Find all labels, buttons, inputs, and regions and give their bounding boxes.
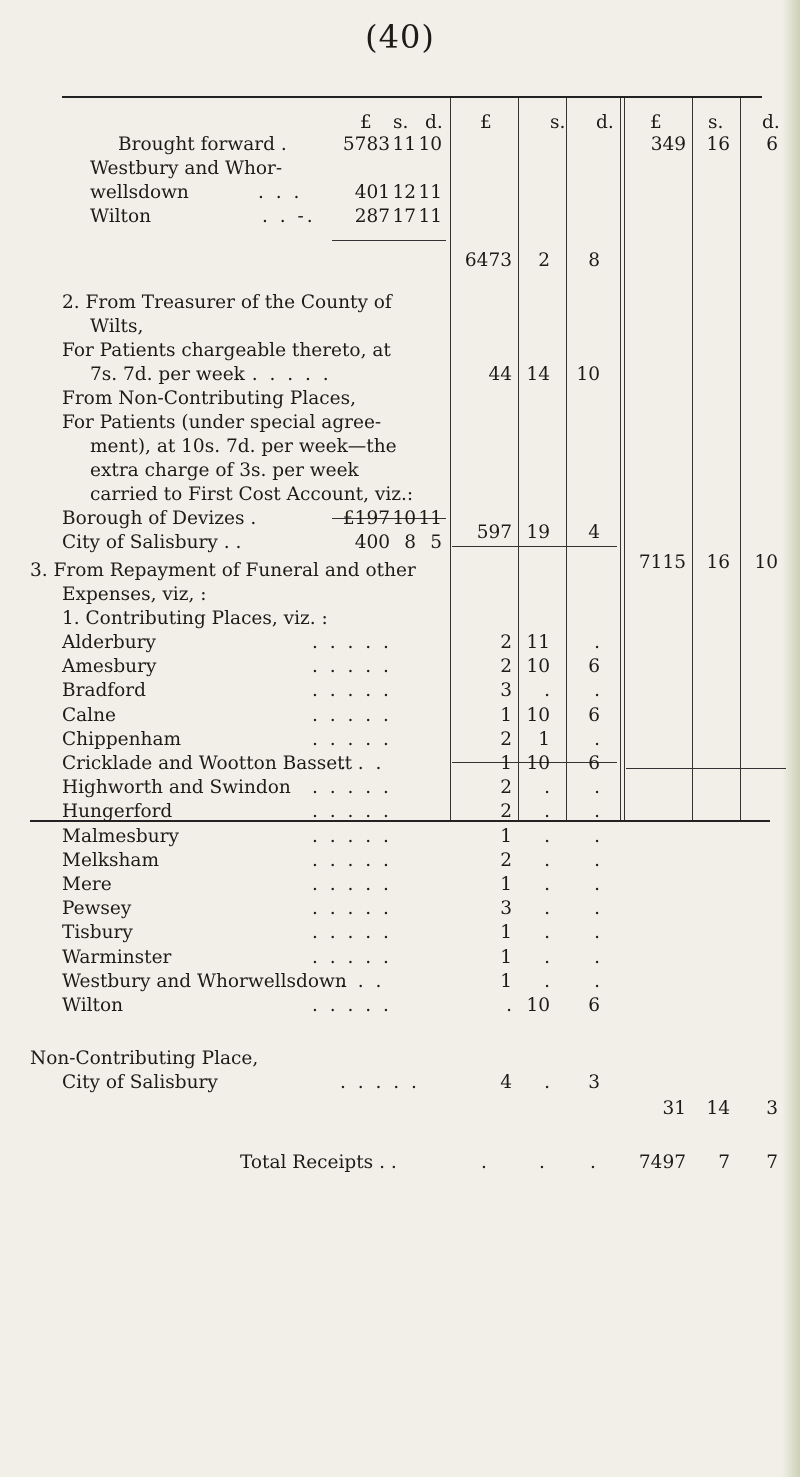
row-shillings: 1 bbox=[538, 729, 550, 750]
row-shillings: . bbox=[544, 898, 550, 919]
header-col3-pounds: £ bbox=[650, 112, 662, 133]
row-pence: . bbox=[594, 922, 600, 943]
section1-total-pence: 8 bbox=[588, 250, 600, 271]
section2-line: ment), at 10s. 7d. per week—the bbox=[90, 436, 397, 457]
column-rule bbox=[740, 98, 741, 820]
row-pence: . bbox=[594, 729, 600, 750]
section2-heading: 2. From Treasurer of the County of bbox=[62, 292, 392, 313]
column-total-rule bbox=[452, 546, 617, 547]
top-rule bbox=[62, 96, 762, 98]
row-pence: . bbox=[594, 632, 600, 653]
row-leader: . . . . . bbox=[312, 898, 392, 919]
row-pounds: 1 bbox=[500, 753, 512, 774]
section2-outer-pence: 10 bbox=[754, 552, 778, 573]
section2-line: 7s. 7d. per week bbox=[90, 364, 245, 385]
brought-forward-label: Brought forward . bbox=[118, 134, 287, 155]
row-label: Warminster bbox=[62, 947, 172, 968]
row-pence: . bbox=[594, 874, 600, 895]
row-label: Melksham bbox=[62, 850, 159, 871]
row-label: Amesbury bbox=[62, 656, 157, 677]
section2-weekly-shillings: 14 bbox=[526, 364, 550, 385]
row-pence: 6 bbox=[588, 753, 600, 774]
row-pounds: 1 bbox=[500, 826, 512, 847]
section2-subtotal-pounds: 597 bbox=[476, 522, 512, 543]
brought-forward-shillings: 11 bbox=[392, 134, 416, 155]
total-receipts-pence: 7 bbox=[766, 1152, 778, 1173]
section2-line: extra charge of 3s. per week bbox=[90, 460, 359, 481]
brought-forward-pence: 10 bbox=[418, 134, 442, 155]
section3-outer-pounds: 31 bbox=[662, 1098, 686, 1119]
row-shillings: . bbox=[544, 922, 550, 943]
row-pounds: . bbox=[506, 995, 512, 1016]
row-shillings: . bbox=[544, 850, 550, 871]
outer-pence: 6 bbox=[766, 134, 778, 155]
column-rule bbox=[624, 98, 625, 820]
row-shillings: . bbox=[544, 826, 550, 847]
section2-outer-shillings: 16 bbox=[706, 552, 730, 573]
section3-outer-shillings: 14 bbox=[706, 1098, 730, 1119]
row-pence: 6 bbox=[588, 995, 600, 1016]
row-pence: 6 bbox=[588, 656, 600, 677]
section2-subtotal-shillings: 19 bbox=[526, 522, 550, 543]
salisbury-pounds: 400 bbox=[354, 532, 390, 553]
column-rule bbox=[620, 98, 621, 820]
row-label: Highworth and Swindon bbox=[62, 777, 291, 798]
row-pounds: 2 bbox=[500, 850, 512, 871]
devizes-pence: 11 bbox=[418, 508, 442, 529]
section2-line: For Patients chargeable thereto, at bbox=[62, 340, 391, 361]
section3-heading-2: Expenses, viz, : bbox=[62, 584, 207, 605]
row-label: Alderbury bbox=[62, 632, 156, 653]
row-label: Chippenham bbox=[62, 729, 182, 750]
row-leader: . . . bbox=[340, 753, 385, 774]
row-pounds: 1 bbox=[500, 922, 512, 943]
section1-total-shillings: 2 bbox=[538, 250, 550, 271]
section2-line: carried to First Cost Account, viz.: bbox=[90, 484, 414, 505]
total-receipts-pounds: 7497 bbox=[638, 1152, 686, 1173]
total-mid-shillings: . bbox=[539, 1152, 545, 1173]
column-rule bbox=[450, 98, 451, 820]
row-leader: . . . . . bbox=[312, 826, 392, 847]
devizes-label: Borough of Devizes . bbox=[62, 508, 257, 529]
row-leader: . . . . . bbox=[312, 729, 392, 750]
section2-subtotal-pence: 4 bbox=[588, 522, 600, 543]
noncontrib-salisbury-shillings: . bbox=[544, 1072, 550, 1093]
total-receipts-shillings: 7 bbox=[718, 1152, 730, 1173]
wilton-leader: . . -. bbox=[262, 206, 316, 227]
row-shillings: . bbox=[544, 947, 550, 968]
page-number: (40) bbox=[365, 18, 435, 56]
header-col2-pounds: £ bbox=[480, 112, 492, 133]
row-leader: . . . . . bbox=[312, 656, 392, 677]
row-pounds: 1 bbox=[500, 947, 512, 968]
noncontrib-salisbury-leader: . . . . . bbox=[340, 1072, 420, 1093]
outer-pounds: 349 bbox=[650, 134, 686, 155]
row-leader: . . . . . bbox=[312, 995, 392, 1016]
row-pence: 6 bbox=[588, 705, 600, 726]
total-receipts-label: Total Receipts . . bbox=[240, 1152, 397, 1173]
row-pounds: 2 bbox=[500, 729, 512, 750]
row-label: Tisbury bbox=[62, 922, 133, 943]
westbury-shillings: 12 bbox=[392, 182, 416, 203]
noncontrib-salisbury-label: City of Salisbury bbox=[62, 1072, 218, 1093]
row-leader: . . . . . bbox=[312, 947, 392, 968]
column-rule bbox=[566, 98, 567, 820]
noncontrib-salisbury-pence: 3 bbox=[588, 1072, 600, 1093]
row-leader: . . . . . bbox=[312, 632, 392, 653]
devizes-pounds: £197 bbox=[342, 508, 390, 529]
row-label: Hungerford bbox=[62, 801, 173, 822]
section2-weekly-pence: 10 bbox=[576, 364, 600, 385]
header-sub-shillings: s. bbox=[393, 112, 409, 133]
row-pounds: 3 bbox=[500, 898, 512, 919]
section3-outer-pence: 3 bbox=[766, 1098, 778, 1119]
row-pounds: 1 bbox=[500, 705, 512, 726]
section2-line: For Patients (under special agree- bbox=[62, 412, 382, 433]
row-pence: . bbox=[594, 850, 600, 871]
column-rule bbox=[692, 98, 693, 820]
wilton-shillings: 17 bbox=[392, 206, 416, 227]
row-pounds: 2 bbox=[500, 777, 512, 798]
wilton-pounds: 287 bbox=[354, 206, 390, 227]
westbury-leader: . . . bbox=[258, 182, 303, 203]
section3-heading: 3. From Repayment of Funeral and other bbox=[30, 560, 416, 581]
row-shillings: 11 bbox=[526, 632, 550, 653]
row-pounds: 2 bbox=[500, 632, 512, 653]
row-leader: . . . . . bbox=[312, 680, 392, 701]
wilton-label: Wilton bbox=[90, 206, 152, 227]
row-pence: . bbox=[594, 680, 600, 701]
row-pence: . bbox=[594, 947, 600, 968]
header-sub-pence: d. bbox=[425, 112, 443, 133]
row-shillings: 10 bbox=[526, 705, 550, 726]
westbury-label-2: wellsdown bbox=[90, 182, 189, 203]
row-shillings: . bbox=[544, 680, 550, 701]
section2-line: From Non-Contributing Places, bbox=[62, 388, 356, 409]
row-shillings: 10 bbox=[526, 753, 550, 774]
row-leader: . . . . . bbox=[312, 922, 392, 943]
row-shillings: 10 bbox=[526, 656, 550, 677]
subtotal-rule bbox=[332, 240, 446, 241]
row-label: Westbury and Whorwellsdown bbox=[62, 971, 347, 992]
section2-weekly-pounds: 44 bbox=[488, 364, 512, 385]
outer-shillings: 16 bbox=[706, 134, 730, 155]
section2-outer-pounds: 7115 bbox=[638, 552, 686, 573]
row-pounds: 3 bbox=[500, 680, 512, 701]
row-pounds: 2 bbox=[500, 801, 512, 822]
row-leader: . . . . . bbox=[312, 705, 392, 726]
row-shillings: 10 bbox=[526, 995, 550, 1016]
row-label: Calne bbox=[62, 705, 116, 726]
row-shillings: . bbox=[544, 801, 550, 822]
header-col2-shillings: s. bbox=[550, 112, 566, 133]
row-leader: . . . . . bbox=[312, 850, 392, 871]
section2-heading-2: Wilts, bbox=[90, 316, 144, 337]
row-shillings: . bbox=[544, 874, 550, 895]
total-mid-pounds: . bbox=[481, 1152, 487, 1173]
page-edge-stain bbox=[782, 0, 800, 1477]
column-rule bbox=[518, 98, 519, 820]
row-pounds: 2 bbox=[500, 656, 512, 677]
section3-subheading: 1. Contributing Places, viz. : bbox=[62, 608, 328, 629]
row-pounds: 1 bbox=[500, 874, 512, 895]
westbury-pence: 11 bbox=[418, 182, 442, 203]
row-pence: . bbox=[594, 777, 600, 798]
row-label: Bradford bbox=[62, 680, 146, 701]
salisbury-pence: 5 bbox=[430, 532, 442, 553]
row-pence: . bbox=[594, 826, 600, 847]
brought-forward-pounds: 5783 bbox=[342, 134, 390, 155]
row-leader: . . . bbox=[340, 971, 385, 992]
header-col3-shillings: s. bbox=[708, 112, 724, 133]
row-label: Mere bbox=[62, 874, 112, 895]
row-pounds: 1 bbox=[500, 971, 512, 992]
row-pence: . bbox=[594, 971, 600, 992]
devizes-shillings: 10 bbox=[392, 508, 416, 529]
noncontrib-salisbury-pounds: 4 bbox=[500, 1072, 512, 1093]
row-pence: . bbox=[594, 801, 600, 822]
westbury-label-1: Westbury and Whor- bbox=[90, 158, 283, 179]
row-label: Wilton bbox=[62, 995, 124, 1016]
header-col3-pence: d. bbox=[762, 112, 780, 133]
row-leader: . . . . . bbox=[312, 801, 392, 822]
noncontrib-heading: Non-Contributing Place, bbox=[30, 1048, 259, 1069]
header-col2-pence: d. bbox=[596, 112, 614, 133]
salisbury-shillings: 8 bbox=[404, 532, 416, 553]
row-leader: . . . . . bbox=[312, 874, 392, 895]
column-total-rule bbox=[626, 768, 786, 769]
row-shillings: . bbox=[544, 971, 550, 992]
row-shillings: . bbox=[544, 777, 550, 798]
total-mid-pence: . bbox=[590, 1152, 596, 1173]
header-sub-pounds: £ bbox=[360, 112, 372, 133]
section2-leader: . . . . . . bbox=[234, 364, 332, 385]
row-leader: . . . . . bbox=[312, 777, 392, 798]
row-label: Pewsey bbox=[62, 898, 132, 919]
row-label: Cricklade and Wootton Bassett bbox=[62, 753, 353, 774]
salisbury-label: City of Salisbury . . bbox=[62, 532, 242, 553]
row-pence: . bbox=[594, 898, 600, 919]
wilton-pence: 11 bbox=[418, 206, 442, 227]
section1-total-pounds: 6473 bbox=[464, 250, 512, 271]
row-label: Malmesbury bbox=[62, 826, 179, 847]
westbury-pounds: 401 bbox=[354, 182, 390, 203]
